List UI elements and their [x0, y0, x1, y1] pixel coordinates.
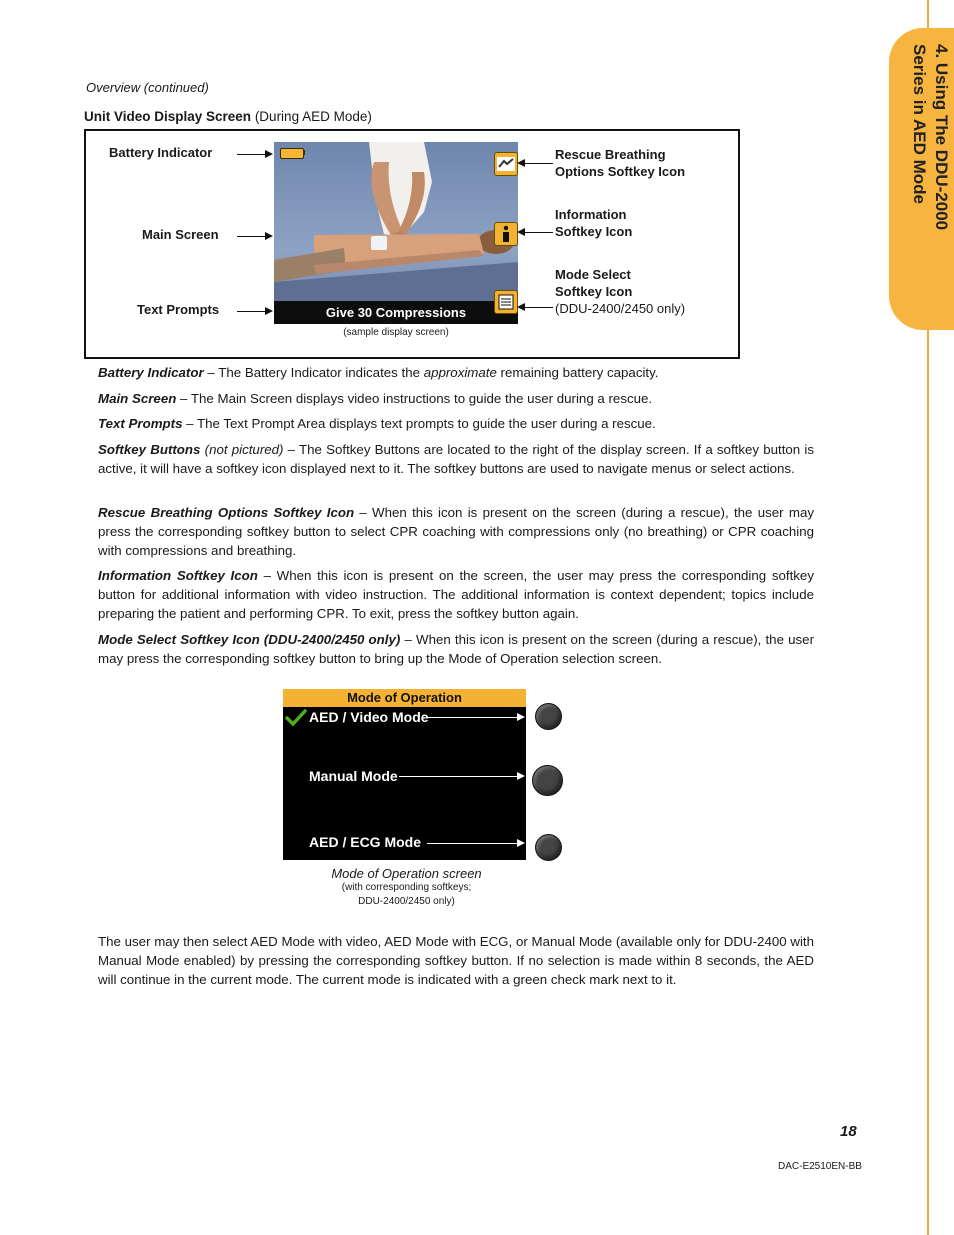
text-prompts-arrow [237, 311, 271, 312]
info-label-line2: Softkey Icon [555, 224, 633, 239]
section-title-bold: Unit Video Display Screen [84, 109, 252, 124]
softkey-button-2[interactable] [532, 765, 563, 796]
text-prompt-bar: Give 30 Compressions [274, 301, 518, 324]
rescue-label-line2: Options Softkey Icon [555, 164, 686, 179]
info-arrow [519, 232, 553, 233]
desc-battery [98, 363, 814, 382]
desc-mode-text: – When this icon is present on the screen (during a rescue), the user may press the corresponding softkey button to bring up the Mode of Operation selection screen. [98, 632, 814, 666]
softkey-button-1[interactable] [535, 703, 562, 730]
desc-info-text: – When this icon is present on the screen, the user may press the corresponding softkey button for additional information with video instruction. The additional information is context dependent; topics include preparing the patient and performing CPR. To exit, press the softkey button again. [98, 568, 814, 621]
page-number: 18 [840, 1123, 857, 1140]
rescue-breathing-label [555, 146, 685, 180]
desc-mode-term: Mode Select Softkey Icon (DDU-2400/2450 only) [98, 632, 401, 647]
desc-battery-text-b: remaining battery capacity. [496, 365, 659, 380]
desc-info-term: Information Softkey Icon [98, 568, 258, 583]
battery-arrow [237, 154, 271, 155]
desc-prompts-term: Text Prompts [98, 416, 183, 431]
desc-battery-text-a: – The Battery Indicator indicates the [203, 365, 424, 380]
chapter-title-line1: 4. Using The DDU-2000 [932, 44, 951, 231]
mode-label-note: (DDU-2400/2450 only) [555, 301, 686, 316]
mode-of-operation-screen [283, 689, 526, 860]
mode-select-arrow [519, 307, 553, 308]
desc-prompts-text: – The Text Prompt Area displays text prompts to guide the user during a rescue. [182, 416, 656, 431]
desc-battery-term: Battery Indicator [98, 365, 204, 380]
desc-softkey-buttons [98, 440, 814, 478]
mode-screen-header: Mode of Operation [283, 689, 526, 707]
desc-rescue-breathing [98, 503, 814, 560]
rescue-label-line1: Rescue Breathing [555, 147, 666, 162]
aed-display-screen [274, 142, 518, 324]
battery-indicator-label: Battery Indicator [109, 145, 213, 160]
desc-softkey-text: – The Softkey Buttons are located to the right of the display screen. If a softkey button is active, it will have a softkey icon displayed next to it. The softkey buttons are used to navigate menus or select actions. [98, 442, 814, 476]
desc-main-term: Main Screen [98, 391, 177, 406]
rescue-arrow [519, 163, 553, 164]
info-label-line1: Information [555, 207, 627, 222]
softkey-button-3[interactable] [535, 834, 562, 861]
desc-softkey-term: Softkey Buttons [98, 442, 201, 457]
desc-main-screen [98, 389, 814, 408]
document-code: DAC-E2510EN-BB [778, 1161, 862, 1172]
mode-item-aed-ecg: AED / ECG Mode [309, 834, 422, 850]
section-title-rest: (During AED Mode) [251, 109, 372, 124]
main-screen-arrow [237, 236, 271, 237]
mode-item-manual: Manual Mode [309, 768, 398, 784]
battery-terminal [303, 150, 305, 155]
information-label [555, 206, 632, 240]
desc-rescue-term: Rescue Breathing Options Softkey Icon [98, 505, 355, 520]
main-screen-label: Main Screen [142, 227, 219, 242]
display-caption: (sample display screen) [343, 327, 449, 338]
desc-mode-select [98, 630, 814, 668]
desc-battery-text-ital: approximate [423, 365, 497, 380]
aed-ecg-arrow [427, 843, 523, 844]
mode-select-label [555, 266, 685, 317]
section-title [84, 109, 372, 124]
overview-heading: Overview (continued) [86, 80, 209, 95]
mode-select-icon [494, 290, 518, 314]
mode-label-line2: Softkey Icon [555, 284, 633, 299]
desc-text-prompts [98, 414, 814, 433]
mode-caption-line1: (with corresponding softkeys; [341, 882, 472, 893]
desc-information [98, 566, 814, 623]
manual-arrow [399, 776, 523, 777]
mode-caption-title: Mode of Operation screen [331, 866, 482, 881]
chapter-title [892, 44, 952, 314]
desc-main-text: – The Main Screen displays video instructions to guide the user during a rescue. [176, 391, 653, 406]
chapter-title-line2: Series in AED Mode [910, 44, 929, 204]
desc-rescue-text: – When this icon is present on the screen (during a rescue), the user may press the corresponding softkey button to select CPR coaching with compressions only (no breathing) or CPR coaching with compressions and breathing. [98, 505, 814, 558]
mode-screen-caption [283, 866, 530, 909]
green-check-icon [285, 709, 307, 727]
rescue-breathing-icon [494, 152, 518, 176]
mode-caption-line2: DDU-2400/2450 only) [358, 896, 455, 907]
cpr-illustration [274, 142, 518, 324]
battery-icon [280, 148, 304, 159]
mode-item-aed-video: AED / Video Mode [309, 709, 429, 725]
mode-label-line1: Mode Select [555, 267, 631, 282]
information-icon [494, 222, 518, 246]
aed-video-arrow [427, 717, 523, 718]
closing-paragraph: The user may then select AED Mode with video, AED Mode with ECG, or Manual Mode (available only for DDU-2400 with Manual Mode enabled) by pressing the corresponding softkey button. If no selection is made within 8 seconds, the AED will continue in the current mode. The current mode is indicated with a green check mark next to it. [98, 934, 814, 987]
desc-softkey-note: (not pictured) [200, 442, 284, 457]
text-prompts-label: Text Prompts [137, 302, 220, 317]
